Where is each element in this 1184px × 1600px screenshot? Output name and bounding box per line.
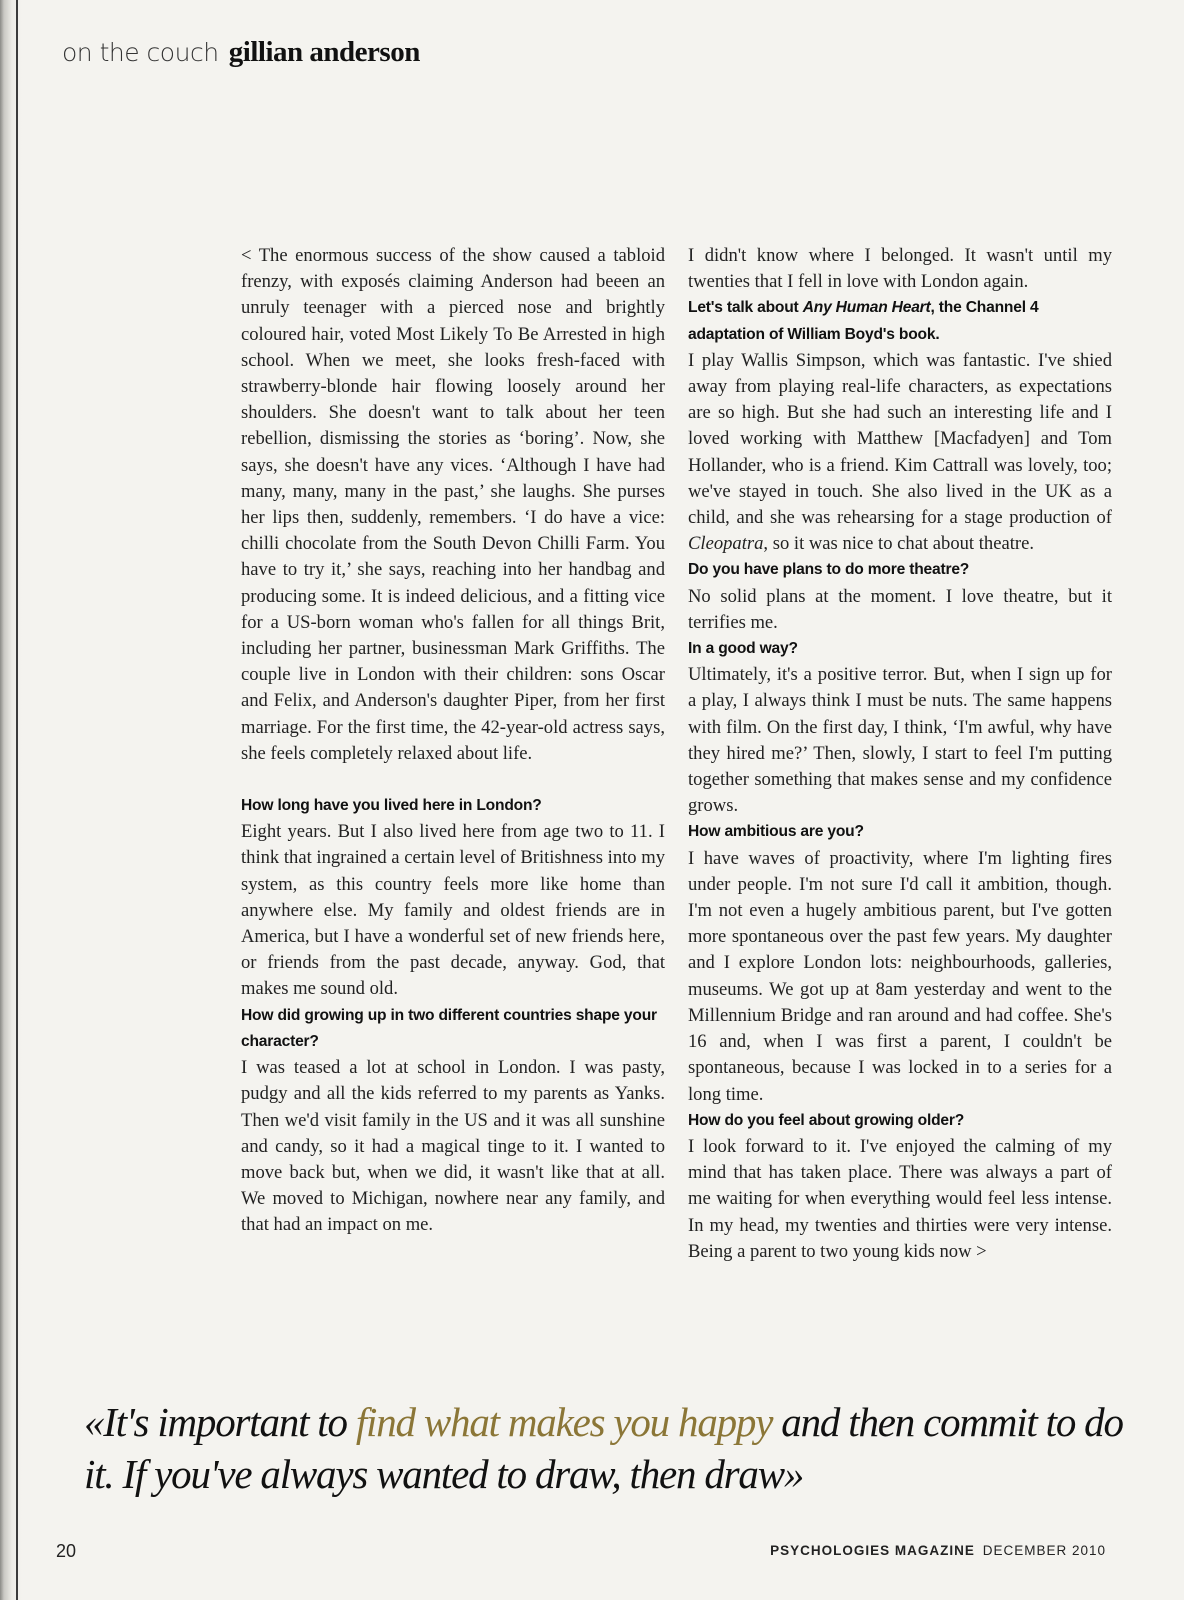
page-edge-line (16, 0, 18, 1600)
answer-good-way: Ultimately, it's a positive terror. But, when I sign up for a play, I always think I must be nuts. The same happens with film. On the first day, I think, ‘I'm awful, why have they hired me?’ Then, slowly, I start to feel I'm putting together something that makes sense and my confidence grows. (688, 664, 1112, 817)
paragraph-spacer (241, 767, 665, 793)
subject-name: gillian anderson (228, 36, 420, 68)
section-label: on the couch (62, 38, 219, 67)
question-ambitious: How ambitious are you? (688, 823, 864, 841)
page-header (62, 36, 420, 69)
play-title: Cleopatra (688, 533, 764, 555)
question-text: , the Channel 4 adaptation of William Boyd's book. (688, 299, 1039, 343)
magazine-name: PSYCHOLOGIES MAGAZINE (770, 1543, 975, 1558)
question-any-human-heart (688, 295, 1112, 347)
answer-ambitious: I have waves of proactivity, where I'm lighting fires under people. I'm not sure I'd call it ambition, though. I'm not even a hugely ambitious parent, but I've gotten more spontaneous over the past few years. My daughter and I explore London lots: neighbourhoods, galleries, museums. We got up at 8am yesterday and went to the Millennium Bridge and ran around and had coffee. She's 16 and, when I was first a parent, I couldn't be spontaneous, because I was locked in to a series for a long time. (688, 847, 1112, 1105)
intro-paragraph: < The enormous success of the show caused a tabloid frenzy, with exposés claiming Anderson had beeen an unruly teenager with a pierced nose and brightly coloured hair, voted Most Likely To Be Arrested in high school. When we meet, she looks fresh-faced with strawberry-blonde hair flowing loosely around her shoulders. She doesn't want to talk about her teen rebellion, dismissing the stories as ‘boring’. Now, she says, she doesn't have any vices. ‘Although I have had many, many, many in the past,’ she laughs. She purses her lips then, suddenly, remembers. ‘I do have a vice: chilli chocolate from the South Devon Chilli Farm. You have to try it,’ she says, reaching into her handbag and producing some. It is indeed delicious, and a fitting vice for a US-born woman who's fallen for all things Brit, including her partner, businessman Mark Griffiths. The couple live in London with their children: sons Oscar and Felix, and Anderson's daughter Piper, from her first marriage. For the first time, the 42-year-old actress says, she feels completely relaxed about life. (241, 245, 665, 764)
answer-any-human-heart (688, 348, 1112, 558)
show-title: Any Human Heart (802, 299, 931, 317)
page-number: 20 (56, 1541, 77, 1561)
issue-date: DECEMBER 2010 (982, 1543, 1106, 1558)
answer-london: Eight years. But I also lived here from age two to 11. I think that ingrained a certain level of Britishness into my system, as this country feels more like home than anywhere else. My family and oldest friends are in America, but I have a wonderful set of new friends here, or friends from the past decade, anyway. God, that makes me sound old. (241, 821, 665, 1000)
question-good-way: In a good way? (688, 640, 798, 658)
pull-quote (84, 1396, 1144, 1500)
question-theatre-plans: Do you have plans to do more theatre? (688, 561, 970, 579)
pull-quote-text: and then commit to do it. If you've always wanted to draw, then draw» (84, 1399, 1123, 1497)
pull-quote-highlight: find what makes you happy (355, 1399, 773, 1445)
answer-text: I play Wallis Simpson, which was fantastic. I've shied away from playing real-life characters, as expectations are so high. But she had such an interesting life and I loved working with Matthew [Macfadyen] and Tom Hollander, who is a friend. Kim Cattrall was lovely, too; we've stayed in touch. She also lived in the UK as a child, and she was rehearsing for a stage production of (688, 349, 1112, 529)
article-column-left (241, 243, 665, 1239)
footer-credit (770, 1543, 1106, 1558)
question-two-countries: How did growing up in two different countries shape your character? (241, 1006, 657, 1050)
answer-two-countries-continued: I didn't know where I belonged. It wasn't until my twenties that I fell in love with London again. (688, 245, 1112, 293)
article-column-right (688, 243, 1112, 1265)
page-spine-shadow (0, 0, 22, 1600)
answer-two-countries: I was teased a lot at school in London. I was pasty, pudgy and all the kids referred to my parents as Yanks. Then we'd visit family in the US and it was all sunshine and candy, so it had a magical tinge to it. I wanted to move back but, when we did, it wasn't like that at all. We moved to Michigan, nowhere near any family, and that had an impact on me. (241, 1057, 665, 1236)
question-london: How long have you lived here in London? (241, 797, 542, 815)
question-text: Let's talk about (688, 299, 803, 317)
answer-growing-older: I look forward to it. I've enjoyed the calming of my mind that has taken place. There was always a part of me waiting for when everything would feel less intense. In my head, my twenties and thirties were very intense. Being a parent to two young kids now > (688, 1135, 1112, 1262)
answer-theatre-plans: No solid plans at the moment. I love theatre, but it terrifies me. (688, 585, 1112, 633)
question-growing-older: How do you feel about growing older? (688, 1111, 965, 1129)
pull-quote-text: «It's important to (84, 1399, 356, 1445)
answer-text: , so it was nice to chat about theatre. (763, 533, 1034, 555)
